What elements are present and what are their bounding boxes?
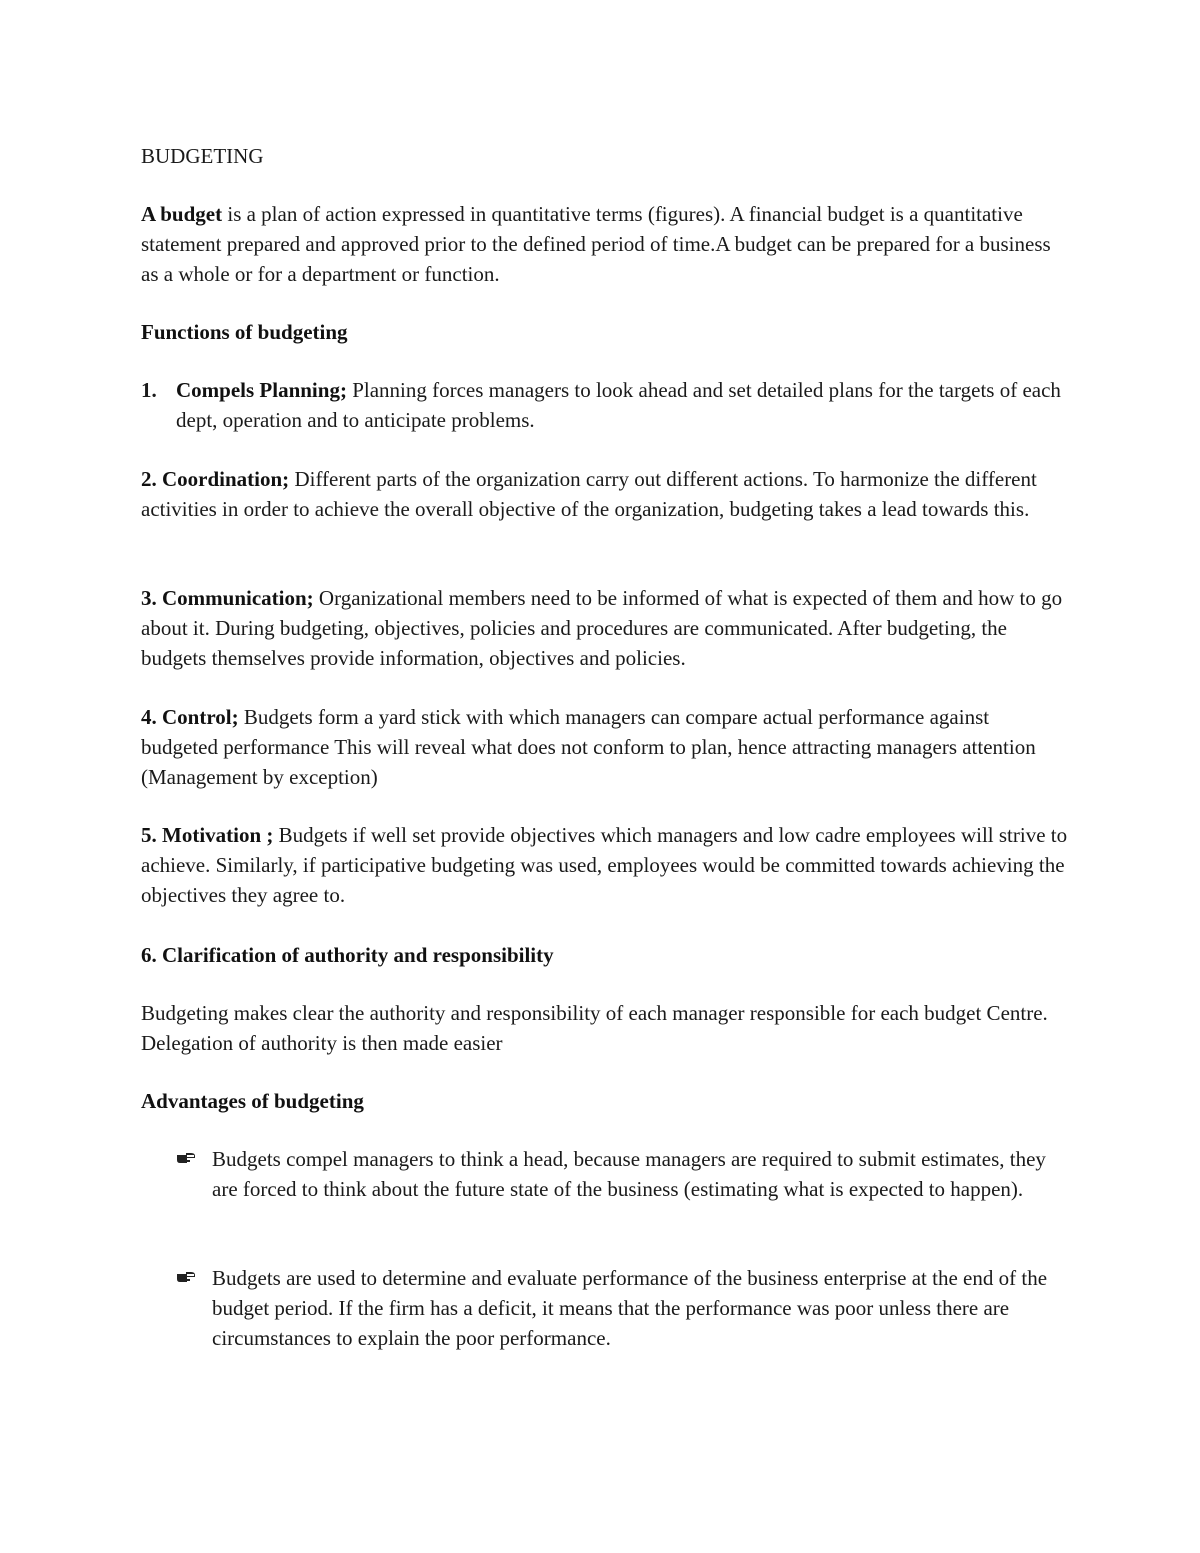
function-item-control — [141, 702, 1071, 792]
document-title: BUDGETING — [141, 144, 264, 168]
function-item-planning — [176, 375, 1066, 435]
intro-text: is a plan of action expressed in quantitative terms (figures). A financial budget is a quantitative statement prepared and approved prior to the defined period of time.A budget can be prepared for a business as a whole or for a department or function. — [141, 202, 1051, 286]
list-number: 1. — [141, 378, 157, 402]
advantages-heading-text: Advantages of budgeting — [141, 1089, 364, 1113]
advantage-text: Budgets compel managers to think a head, because managers are required to submit estimates, they are forced to think about the future state of the business (estimating what is expected to happen). — [212, 1147, 1046, 1201]
function-item-motivation — [141, 820, 1071, 910]
advantage-text: Budgets are used to determine and evaluate performance of the business enterprise at the end of the budget period. If the firm has a deficit, it means that the performance was poor unless there are circumstances to explain the poor performance. — [212, 1266, 1048, 1350]
function-label: 6. Clarification of authority and responsibility — [141, 943, 554, 967]
function-label: 2. Coordination; — [141, 467, 290, 491]
function-label: 5. Motivation ; — [141, 823, 274, 847]
function-item-communication — [141, 583, 1071, 673]
functions-heading-text: Functions of budgeting — [141, 320, 348, 344]
function-label: 3. Communication; — [141, 586, 314, 610]
function-label: 4. Control; — [141, 705, 239, 729]
functions-heading — [141, 317, 1071, 347]
function-text: Budgets if well set provide objectives which managers and low cadre employees will strive to achieve. Similarly, if participative budgeting was used, employees would be committed towards achieving the objectives they agree to. — [141, 823, 1068, 907]
function-label: Compels Planning; — [176, 378, 347, 402]
clarification-paragraph: Budgeting makes clear the authority and responsibility of each manager responsible for each budget Centre. Delegation of authority is then made easier — [141, 1001, 1048, 1055]
function-item-clarification — [141, 940, 1071, 970]
function-text: Budgets form a yard stick with which managers can compare actual performance against budgeted performance This will reveal what does not conform to plan, hence attracting managers attention (Management by exception) — [141, 705, 1036, 789]
function-text: Organizational members need to be informed of what is expected of them and how to go about it. During budgeting, objectives, policies and procedures are communicated. After budgeting, the budgets themselves provide information, objectives and policies. — [141, 586, 1063, 670]
pointing-hand-icon — [176, 1151, 196, 1165]
function-text: Different parts of the organization carry out different actions. To harmonize the different activities in order to achieve the overall objective of the organization, budgeting takes a lead towards this. — [141, 467, 1037, 521]
advantages-heading — [141, 1086, 1071, 1116]
intro-term: A budget — [141, 202, 223, 226]
pointing-hand-icon — [176, 1270, 196, 1284]
intro-paragraph — [141, 199, 1071, 289]
function-item-coordination — [141, 464, 1071, 524]
function-text: Planning forces managers to look ahead and set detailed plans for the targets of each dept, operation and to anticipate problems. — [176, 378, 1061, 432]
